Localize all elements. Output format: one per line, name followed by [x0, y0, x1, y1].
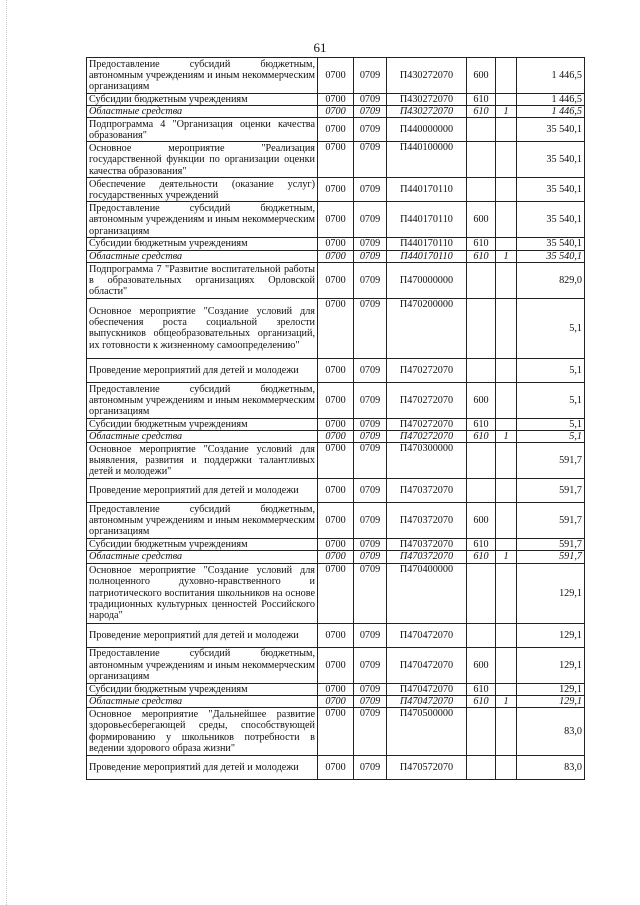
expense-type-code [467, 563, 496, 623]
expense-type-code: 610 [467, 683, 496, 695]
table-row [87, 563, 585, 623]
table-row [87, 695, 585, 707]
target-article-code: П430272070 [387, 106, 467, 118]
amount: 129,1 [517, 623, 585, 647]
target-article-code: П470272070 [387, 358, 467, 382]
funding-source-code [496, 708, 517, 756]
amount: 591,7 [517, 551, 585, 563]
section-code: 0700 [318, 178, 354, 202]
subsection-code: 0709 [354, 431, 387, 443]
row-name: Субсидии бюджетным учреждениям [87, 683, 318, 695]
expense-type-code: 610 [467, 539, 496, 551]
target-article-code: П470572070 [387, 756, 467, 780]
amount: 35 540,1 [517, 250, 585, 262]
row-name: Субсидии бюджетным учреждениям [87, 418, 318, 430]
funding-source-code [496, 563, 517, 623]
funding-source-code [496, 683, 517, 695]
section-code: 0700 [318, 479, 354, 503]
subsection-code: 0709 [354, 262, 387, 298]
subsection-code: 0709 [354, 178, 387, 202]
expense-type-code [467, 142, 496, 178]
target-article-code: П470372070 [387, 503, 467, 539]
funding-source-code [496, 382, 517, 418]
section-code: 0700 [318, 118, 354, 142]
subsection-code: 0709 [354, 298, 387, 358]
expense-type-code: 600 [467, 503, 496, 539]
section-code: 0700 [318, 418, 354, 430]
section-code: 0700 [318, 503, 354, 539]
expense-type-code [467, 118, 496, 142]
funding-source-code: 1 [496, 250, 517, 262]
expense-type-code: 610 [467, 418, 496, 430]
table-row [87, 118, 585, 142]
row-name: Обеспечение деятельности (оказание услуг) государственных учреждений [87, 178, 318, 202]
amount: 5,1 [517, 358, 585, 382]
amount: 1 446,5 [517, 106, 585, 118]
table-row [87, 178, 585, 202]
section-code: 0700 [318, 142, 354, 178]
row-name: Субсидии бюджетным учреждениям [87, 238, 318, 250]
row-name: Подпрограмма 4 "Организация оценки качества образования" [87, 118, 318, 142]
row-name: Проведение мероприятий для детей и молодежи [87, 358, 318, 382]
table-row [87, 443, 585, 479]
funding-source-code [496, 298, 517, 358]
expense-type-code: 610 [467, 106, 496, 118]
target-article-code: П440100000 [387, 142, 467, 178]
subsection-code: 0709 [354, 623, 387, 647]
table-row [87, 503, 585, 539]
row-name: Основное мероприятие "Создание условий для выявления, развития и поддержки талантливых детей и молодежи" [87, 443, 318, 479]
row-name: Областные средства [87, 695, 318, 707]
subsection-code: 0709 [354, 695, 387, 707]
subsection-code: 0709 [354, 443, 387, 479]
amount: 35 540,1 [517, 118, 585, 142]
amount: 35 540,1 [517, 178, 585, 202]
expense-type-code: 610 [467, 551, 496, 563]
target-article-code: П470400000 [387, 563, 467, 623]
amount: 35 540,1 [517, 238, 585, 250]
subsection-code: 0709 [354, 58, 387, 94]
target-article-code: П470472070 [387, 683, 467, 695]
section-code: 0700 [318, 695, 354, 707]
amount: 591,7 [517, 503, 585, 539]
amount: 1 446,5 [517, 58, 585, 94]
expense-type-code: 600 [467, 382, 496, 418]
amount: 35 540,1 [517, 202, 585, 238]
subsection-code: 0709 [354, 551, 387, 563]
expense-type-code [467, 358, 496, 382]
expense-type-code [467, 479, 496, 503]
section-code: 0700 [318, 647, 354, 683]
target-article-code: П470372070 [387, 539, 467, 551]
row-name: Предоставление субсидий бюджетным, автономным учреждениям и иным некоммерческим организациям [87, 382, 318, 418]
table-row [87, 708, 585, 756]
expense-type-code: 600 [467, 647, 496, 683]
funding-source-code [496, 623, 517, 647]
target-article-code: П430272070 [387, 94, 467, 106]
funding-source-code [496, 238, 517, 250]
funding-source-code [496, 262, 517, 298]
amount: 83,0 [517, 708, 585, 756]
table-row [87, 358, 585, 382]
expense-type-code [467, 756, 496, 780]
amount: 129,1 [517, 563, 585, 623]
funding-source-code [496, 202, 517, 238]
section-code: 0700 [318, 58, 354, 94]
funding-source-code [496, 58, 517, 94]
amount: 591,7 [517, 539, 585, 551]
target-article-code: П470000000 [387, 262, 467, 298]
row-name: Областные средства [87, 250, 318, 262]
row-name: Областные средства [87, 431, 318, 443]
row-name: Проведение мероприятий для детей и молодежи [87, 479, 318, 503]
page-number: 61 [313, 40, 327, 55]
table-row [87, 250, 585, 262]
table-row [87, 298, 585, 358]
row-name: Основное мероприятие "Дальнейшее развитие здоровьесберегающей среды, способствующей формированию у школьников потребности в ведении здорового образа жизни" [87, 708, 318, 756]
subsection-code: 0709 [354, 250, 387, 262]
amount: 829,0 [517, 262, 585, 298]
expense-type-code [467, 443, 496, 479]
subsection-code: 0709 [354, 142, 387, 178]
subsection-code: 0709 [354, 708, 387, 756]
subsection-code: 0709 [354, 647, 387, 683]
funding-source-code: 1 [496, 695, 517, 707]
expense-type-code: 610 [467, 250, 496, 262]
amount: 5,1 [517, 418, 585, 430]
target-article-code: П470272070 [387, 418, 467, 430]
target-article-code: П470500000 [387, 708, 467, 756]
row-name: Проведение мероприятий для детей и молодежи [87, 623, 318, 647]
table-row [87, 58, 585, 94]
table-row [87, 238, 585, 250]
row-name: Основное мероприятие "Создание условий для обеспечения роста социальной зрелости выпускников общеобразовательных организаций, их готовности к жизненному самоопределению" [87, 298, 318, 358]
expense-type-code [467, 178, 496, 202]
amount: 129,1 [517, 683, 585, 695]
section-code: 0700 [318, 382, 354, 418]
section-code: 0700 [318, 106, 354, 118]
amount: 129,1 [517, 647, 585, 683]
row-name: Подпрограмма 7 "Развитие воспитательной работы в образовательных организациях Орловской области" [87, 262, 318, 298]
funding-source-code [496, 443, 517, 479]
subsection-code: 0709 [354, 756, 387, 780]
funding-source-code: 1 [496, 551, 517, 563]
target-article-code: П440170110 [387, 250, 467, 262]
subsection-code: 0709 [354, 563, 387, 623]
table-row [87, 106, 585, 118]
expense-type-code: 600 [467, 58, 496, 94]
row-name: Проведение мероприятий для детей и молодежи [87, 756, 318, 780]
amount: 5,1 [517, 298, 585, 358]
amount: 1 446,5 [517, 94, 585, 106]
subsection-code: 0709 [354, 358, 387, 382]
subsection-code: 0709 [354, 94, 387, 106]
target-article-code: П470300000 [387, 443, 467, 479]
target-article-code: П440170110 [387, 238, 467, 250]
section-code: 0700 [318, 202, 354, 238]
expense-type-code: 610 [467, 431, 496, 443]
row-name: Основное мероприятие "Реализация государственной функции по организации оценки качества образования" [87, 142, 318, 178]
target-article-code: П430272070 [387, 58, 467, 94]
table-row [87, 94, 585, 106]
funding-source-code [496, 94, 517, 106]
section-code: 0700 [318, 623, 354, 647]
row-name: Предоставление субсидий бюджетным, автономным учреждениям и иным некоммерческим организациям [87, 202, 318, 238]
subsection-code: 0709 [354, 238, 387, 250]
amount: 129,1 [517, 695, 585, 707]
section-code: 0700 [318, 298, 354, 358]
table-row [87, 647, 585, 683]
target-article-code: П470472070 [387, 623, 467, 647]
amount: 5,1 [517, 431, 585, 443]
table-row [87, 262, 585, 298]
section-code: 0700 [318, 563, 354, 623]
subsection-code: 0709 [354, 503, 387, 539]
subsection-code: 0709 [354, 118, 387, 142]
section-code: 0700 [318, 262, 354, 298]
table-row [87, 756, 585, 780]
row-name: Основное мероприятие "Создание условий для полноценного духовно-нравственного и патриотического воспитания школьников на основе традиционных культурных ценностей Российского народа" [87, 563, 318, 623]
table-row [87, 431, 585, 443]
subsection-code: 0709 [354, 202, 387, 238]
funding-source-code [496, 479, 517, 503]
target-article-code: П470272070 [387, 431, 467, 443]
section-code: 0700 [318, 683, 354, 695]
table-row [87, 418, 585, 430]
expense-type-code: 610 [467, 695, 496, 707]
target-article-code: П470472070 [387, 695, 467, 707]
table-row [87, 382, 585, 418]
section-code: 0700 [318, 443, 354, 479]
section-code: 0700 [318, 756, 354, 780]
section-code: 0700 [318, 358, 354, 382]
budget-table [86, 57, 585, 780]
section-code: 0700 [318, 238, 354, 250]
table-row [87, 683, 585, 695]
subsection-code: 0709 [354, 106, 387, 118]
subsection-code: 0709 [354, 539, 387, 551]
target-article-code: П440170110 [387, 178, 467, 202]
target-article-code: П440170110 [387, 202, 467, 238]
expense-type-code [467, 298, 496, 358]
subsection-code: 0709 [354, 683, 387, 695]
section-code: 0700 [318, 431, 354, 443]
section-code: 0700 [318, 551, 354, 563]
target-article-code: П470200000 [387, 298, 467, 358]
expense-type-code [467, 262, 496, 298]
section-code: 0700 [318, 94, 354, 106]
row-name: Предоставление субсидий бюджетным, автономным учреждениям и иным некоммерческим организациям [87, 647, 318, 683]
funding-source-code [496, 142, 517, 178]
funding-source-code: 1 [496, 431, 517, 443]
row-name: Субсидии бюджетным учреждениям [87, 539, 318, 551]
row-name: Областные средства [87, 551, 318, 563]
funding-source-code [496, 418, 517, 430]
amount: 591,7 [517, 479, 585, 503]
expense-type-code [467, 708, 496, 756]
row-name: Предоставление субсидий бюджетным, автономным учреждениям и иным некоммерческим организациям [87, 58, 318, 94]
table-row [87, 623, 585, 647]
funding-source-code [496, 118, 517, 142]
expense-type-code: 600 [467, 202, 496, 238]
table-row [87, 142, 585, 178]
row-name: Областные средства [87, 106, 318, 118]
section-code: 0700 [318, 708, 354, 756]
expense-type-code: 610 [467, 238, 496, 250]
expense-type-code [467, 623, 496, 647]
funding-source-code [496, 358, 517, 382]
table-row [87, 479, 585, 503]
subsection-code: 0709 [354, 479, 387, 503]
table-row [87, 539, 585, 551]
scan-edge [6, 0, 8, 905]
amount: 83,0 [517, 756, 585, 780]
funding-source-code [496, 503, 517, 539]
table-row [87, 551, 585, 563]
subsection-code: 0709 [354, 418, 387, 430]
target-article-code: П470472070 [387, 647, 467, 683]
section-code: 0700 [318, 539, 354, 551]
target-article-code: П470372070 [387, 479, 467, 503]
amount: 35 540,1 [517, 142, 585, 178]
row-name: Предоставление субсидий бюджетным, автономным учреждениям и иным некоммерческим организациям [87, 503, 318, 539]
funding-source-code: 1 [496, 106, 517, 118]
section-code: 0700 [318, 250, 354, 262]
row-name: Субсидии бюджетным учреждениям [87, 94, 318, 106]
amount: 5,1 [517, 382, 585, 418]
target-article-code: П470272070 [387, 382, 467, 418]
amount: 591,7 [517, 443, 585, 479]
table-row [87, 202, 585, 238]
target-article-code: П440000000 [387, 118, 467, 142]
funding-source-code [496, 647, 517, 683]
expense-type-code: 610 [467, 94, 496, 106]
funding-source-code [496, 178, 517, 202]
funding-source-code [496, 756, 517, 780]
funding-source-code [496, 539, 517, 551]
subsection-code: 0709 [354, 382, 387, 418]
target-article-code: П470372070 [387, 551, 467, 563]
